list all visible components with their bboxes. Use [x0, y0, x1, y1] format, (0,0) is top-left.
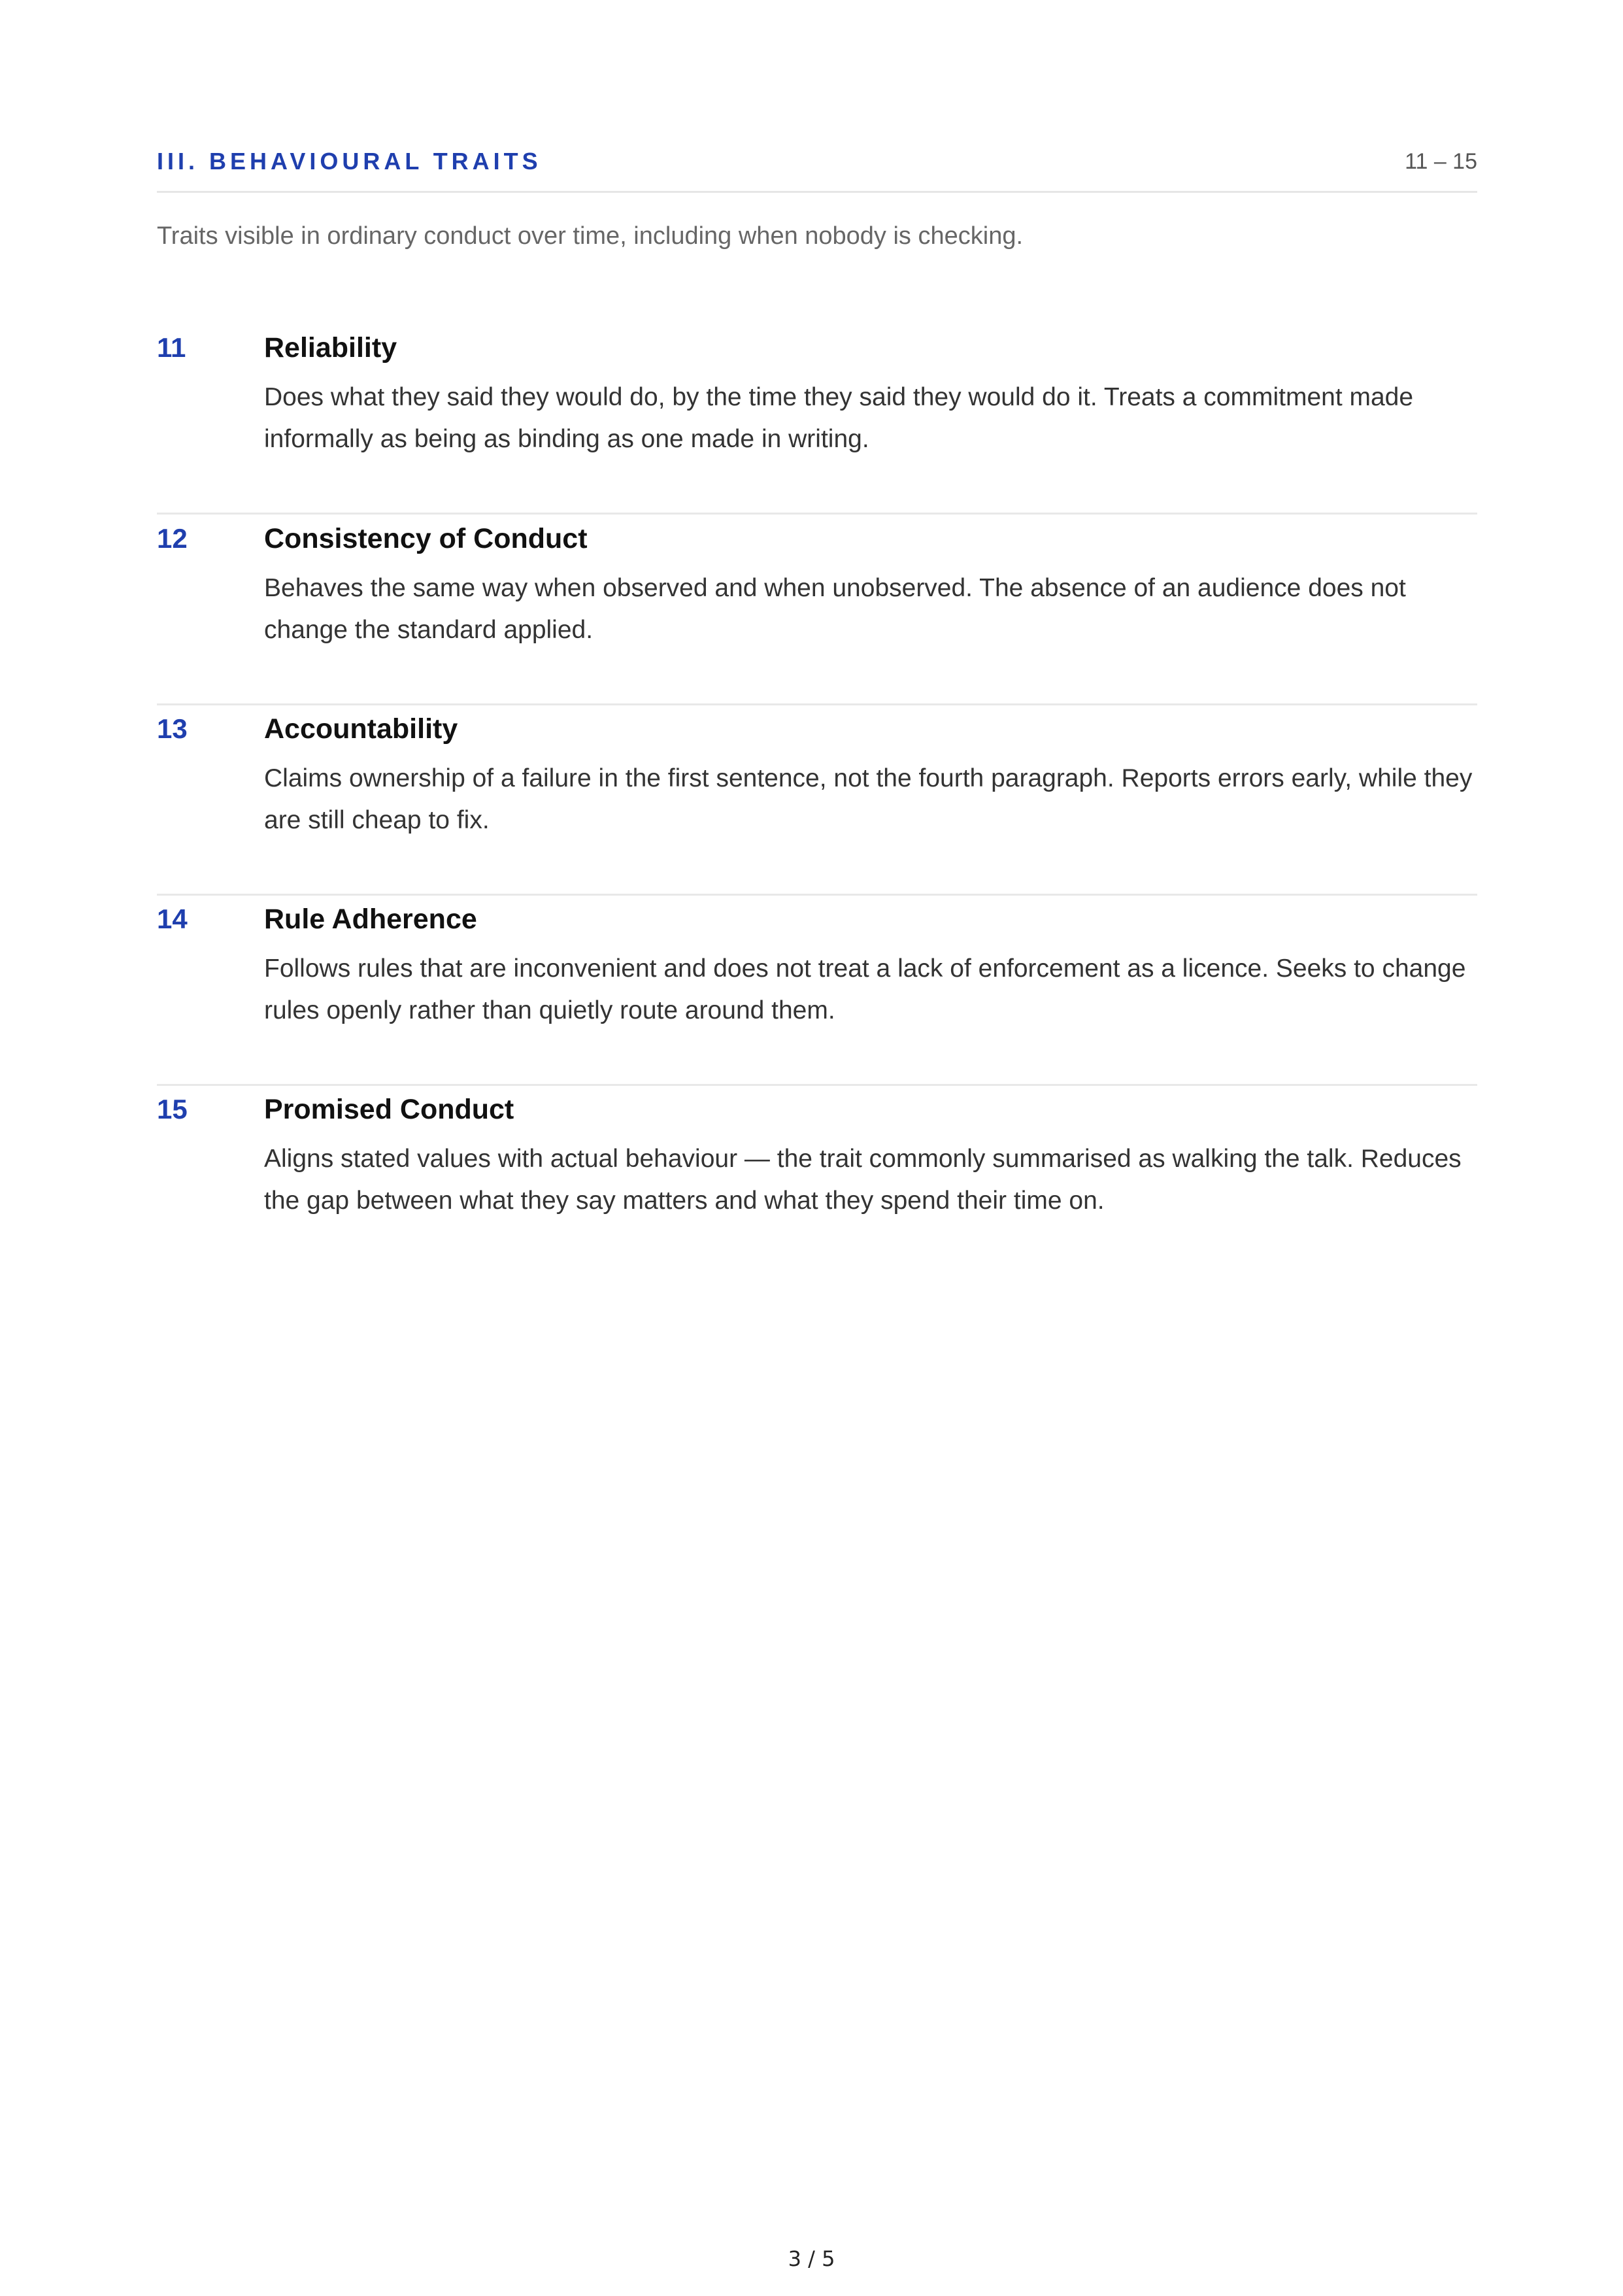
trait-item: [157, 893, 1477, 1086]
trait-number: 11: [157, 332, 186, 363]
trait-number: 14: [157, 903, 188, 934]
trait-number: 13: [157, 713, 188, 744]
section-header: [157, 144, 1477, 193]
trait-item: [157, 1083, 1477, 1274]
trait-item: [157, 322, 1477, 515]
page-number: 3 / 5: [788, 2246, 835, 2271]
section-title: III. BEHAVIOURAL TRAITS: [157, 148, 542, 175]
trait-item: [157, 703, 1477, 896]
trait-number: 12: [157, 523, 188, 554]
section-range: 11 – 15: [1405, 149, 1477, 174]
trait-name: Rule Adherence: [264, 903, 477, 935]
section-intro: Traits visible in ordinary conduct over time, including when nobody is checking.: [157, 222, 1024, 250]
trait-description: Follows rules that are inconvenient and does not treat a lack of enforcement as a licence. Seeks to change rules openly rather than quietly route around them.: [264, 954, 1466, 1024]
trait-item: [157, 513, 1477, 705]
trait-name: Reliability: [264, 332, 397, 363]
trait-name: Promised Conduct: [264, 1094, 514, 1125]
trait-name: Consistency of Conduct: [264, 523, 588, 554]
trait-description: Claims ownership of a failure in the first sentence, not the fourth paragraph. Reports errors early, while they are still cheap to fix.: [264, 764, 1473, 834]
trait-number: 15: [157, 1094, 188, 1124]
trait-name: Accountability: [264, 713, 458, 745]
trait-description: Does what they said they would do, by the time they said they would do it. Treats a commitment made informally as being as binding as one made in writing.: [264, 383, 1414, 453]
trait-description: Aligns stated values with actual behaviour — the trait commonly summarised as walking the talk. Reduces the gap between what they say matters and what they spend their time on.: [264, 1145, 1462, 1215]
trait-description: Behaves the same way when observed and when unobserved. The absence of an audience does not change the standard applied.: [264, 574, 1406, 644]
